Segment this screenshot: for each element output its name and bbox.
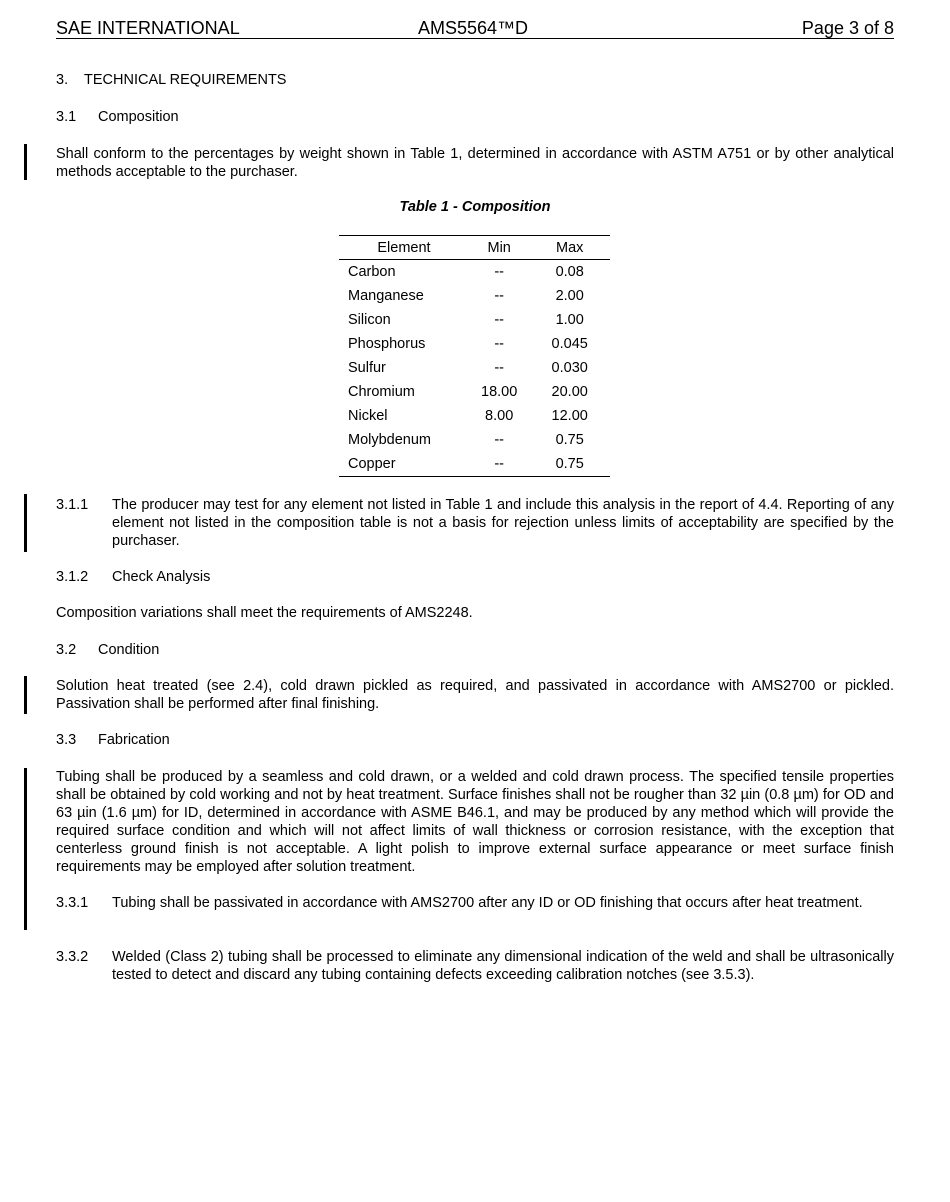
table-row [339,356,610,380]
cell-element: Sulfur [348,360,386,376]
section-number: 3.2 [56,642,77,658]
section-3-3-body: Tubing shall be produced by a seamless and cold drawn, or a welded and cold drawn process. The specified tensile properties shall be obtained by cold working and not by heat treatment. Surface finishes shall not be rougher than 32 µin (0.8 µm) for OD and 63 µin (1.6 µm) for ID, determined in accordance with ASME B46.1, and may be produced by any method which will provide the required surface condition and which will not affect limits of wall thickness or corrosion resistance, with the exception that centerless ground finish is not acceptable. A light polish to improve external surface appearance or meet surface finish requirements may be employed after solution treatment. [56,769,894,875]
header-org: SAE INTERNATIONAL [56,18,240,38]
section-number: 3.1 [56,109,77,125]
cell-element: Manganese [348,288,424,304]
section-heading-3-1 [56,108,894,126]
section-heading-3-2 [56,641,894,659]
table-row [339,452,610,477]
section-title: Fabrication [98,732,170,748]
section-heading-3-3 [56,731,894,749]
cell-min: -- [494,264,504,280]
cell-min: -- [494,312,504,328]
section-3-2-body: Solution heat treated (see 2.4), cold drawn pickled as required, and passivated in accordance with AMS2700 or pickled. Passivation shall be performed after final finishing. [56,678,894,712]
table-row [339,380,610,404]
change-bar [24,676,27,714]
cell-max: 12.00 [551,408,588,424]
cell-element: Silicon [348,312,391,328]
table-row [339,260,610,285]
table-row [339,308,610,332]
cell-max: 0.75 [555,432,584,448]
cell-min: -- [469,452,529,477]
header-page-number: Page 3 of 8 [801,18,894,38]
section-3-3-1 [56,894,894,932]
cell-element: Phosphorus [348,336,426,352]
section-3-1-body: Shall conform to the percentages by weight shown in Table 1, determined in accordance with ASTM A751 or by other analytical methods acceptable to the purchaser. [56,146,894,180]
cell-element: Chromium [348,384,415,400]
cell-min: 18.00 [481,384,518,400]
cell-max: 20.00 [551,384,588,400]
section-text: Tubing shall be passivated in accordance with AMS2700 after any ID or OD finishing that occurs after heat treatment. [112,895,863,911]
cell-min: -- [494,432,504,448]
cell-element: Molybdenum [348,432,432,448]
cell-max: 0.030 [551,360,588,376]
cell-max: 0.75 [529,452,610,477]
section-number: 3.3.2 [56,949,89,965]
column-header-max: Max [529,236,610,260]
table-row [339,428,610,452]
composition-table [339,235,610,477]
table-header-row [339,236,610,260]
page-header [56,18,894,39]
section-title: Check Analysis [112,569,211,585]
section-heading-3-1-2 [56,568,894,586]
change-bar [24,494,27,552]
cell-element: Carbon [348,264,396,280]
change-bar [24,144,27,180]
column-header-min: Min [469,236,529,260]
cell-min: -- [494,288,504,304]
cell-max: 0.045 [551,336,588,352]
cell-min: -- [494,360,504,376]
section-number: 3. [56,72,69,88]
cell-min: 8.00 [485,408,514,424]
section-3-3-2 [56,948,894,986]
cell-max: 1.00 [555,312,584,328]
section-title: TECHNICAL REQUIREMENTS [84,72,287,88]
table-caption: Table 1 - Composition [399,199,551,215]
cell-max: 2.00 [555,288,584,304]
cell-element: Copper [339,452,469,477]
table-row [339,332,610,356]
section-text: The producer may test for any element not listed in Table 1 and include this analysis in the report of 4.4. Reporting of any element not listed in the composition table is not a basis for rejection unless limits of acceptability are specified by the purchaser. [112,497,894,549]
table-row [339,284,610,308]
section-number: 3.3 [56,732,77,748]
table-row [339,404,610,428]
section-heading-3 [56,71,894,89]
section-title: Composition [98,109,179,125]
column-header-element: Element [339,236,469,260]
change-bar [24,768,27,930]
section-number: 3.1.1 [56,497,89,513]
section-title: Condition [98,642,160,658]
cell-element: Nickel [348,408,388,424]
cell-max: 0.08 [555,264,584,280]
section-number: 3.3.1 [56,895,89,911]
section-text: Welded (Class 2) tubing shall be processed to eliminate any dimensional indication of the weld and shall be ultrasonically tested to detect and discard any tubing containing defects exceeding calibration notches (see 3.5.3). [112,949,894,983]
section-3-1-1 [56,496,894,552]
header-doc-id: AMS5564™D [418,18,529,38]
section-3-1-2-body: Composition variations shall meet the requirements of AMS2248. [56,605,473,621]
cell-min: -- [494,336,504,352]
section-number: 3.1.2 [56,569,89,585]
